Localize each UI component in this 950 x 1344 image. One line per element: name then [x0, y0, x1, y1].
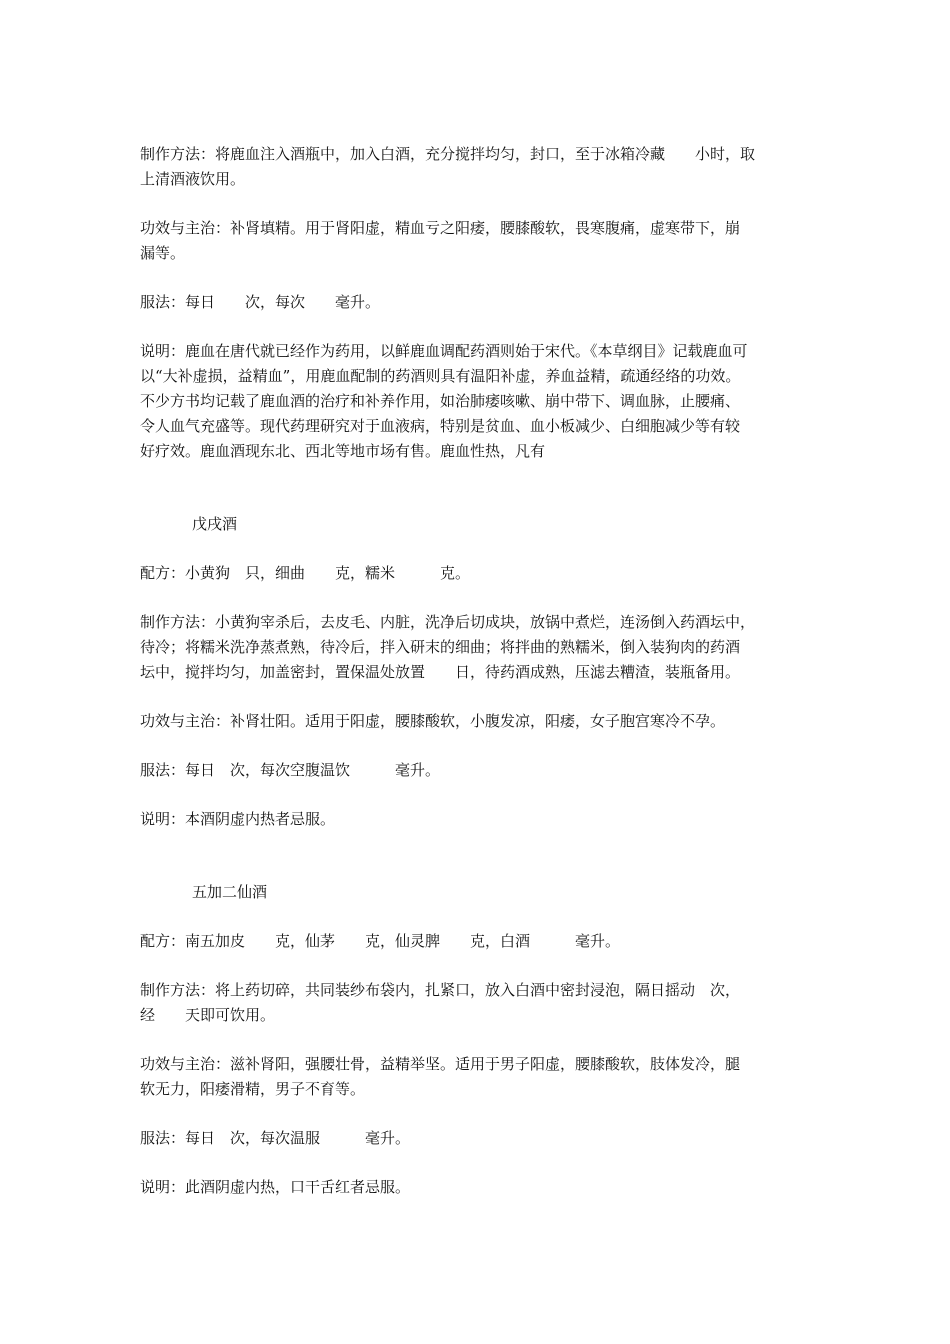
formula-paragraph — [140, 929, 815, 954]
efficacy-paragraph — [140, 1052, 815, 1102]
text-line: 说明：此酒阴虚内热，口干舌红者忌服。 — [140, 1178, 411, 1196]
text-line: 服法：每日 次，每次空腹温饮 毫升。 — [140, 761, 441, 779]
efficacy-paragraph — [140, 709, 815, 734]
notes-paragraph — [140, 339, 815, 464]
text-line: 功效与主治：补肾填精。用于肾阳虚，精血亏之阳痿，腰膝酸软，畏寒腹痛，虚寒带下，崩 — [140, 219, 741, 237]
document-page — [140, 142, 815, 1200]
text-line: 服法：每日 次，每次 毫升。 — [140, 293, 381, 311]
notes-paragraph — [140, 1175, 815, 1200]
dosage-paragraph — [140, 758, 815, 783]
text-line: 说明：鹿血在唐代就已经作为药用，以鲜鹿血调配药酒则始于宋代。《本草纲目》记载鹿血可 — [140, 342, 748, 360]
text-line: 好疗效。鹿血酒现东北、西北等地市场有售。鹿血性热，凡有 — [140, 442, 546, 460]
text-line: 令人血气充盛等。现代药理研究对于血液病，特别是贫血、血小板减少、白细胞减少等有较 — [140, 417, 741, 435]
text-line: 制作方法：将鹿血注入酒瓶中，加入白酒，充分搅拌均匀，封口，至于冰箱冷藏 小时，取 — [140, 145, 756, 163]
notes-paragraph — [140, 807, 815, 832]
recipe-title: 五加二仙酒 — [192, 883, 268, 901]
method-paragraph — [140, 978, 815, 1028]
text-line: 坛中，搅拌均匀，加盖密封，置保温处放置 日，待药酒成熟，压滤去糟渣，装瓶备用。 — [140, 663, 741, 681]
text-line: 配方：小黄狗 只，细曲 克，糯米 克。 — [140, 564, 471, 582]
section-wuxu-wine — [140, 512, 815, 832]
text-line: 说明：本酒阴虚内热者忌服。 — [140, 810, 336, 828]
text-line: 待冷；将糯米洗净蒸煮熟，待冷后，拌入研末的细曲；将拌曲的熟糯米，倒入装狗肉的药酒 — [140, 638, 741, 656]
text-line: 功效与主治：滋补肾阳，强腰壮骨，益精举坚。适用于男子阳虚，腰膝酸软，肢体发冷，腿 — [140, 1055, 741, 1073]
text-line: 不少方书均记载了鹿血酒的治疗和补养作用，如治肺痿咳嗽、崩中带下、调血脉，止腰痛、 — [140, 392, 741, 410]
efficacy-paragraph — [140, 216, 815, 266]
section-deer-blood-wine — [140, 142, 815, 464]
text-line: 服法：每日 次，每次温服 毫升。 — [140, 1129, 411, 1147]
method-paragraph — [140, 610, 815, 685]
text-line: 制作方法：小黄狗宰杀后，去皮毛、内脏，洗净后切成块，放锅中煮烂，连汤倒入药酒坛中， — [140, 613, 756, 631]
section-wujia-erxian-wine — [140, 880, 815, 1200]
text-line: 功效与主治：补肾壮阳。适用于阳虚，腰膝酸软，小腹发凉，阳痿，女子胞宫寒冷不孕。 — [140, 712, 726, 730]
text-line: 制作方法：将上药切碎，共同装纱布袋内，扎紧口，放入白酒中密封浸泡，隔日摇动 次， — [140, 981, 741, 999]
method-paragraph — [140, 142, 815, 192]
text-line: 经 天即可饮用。 — [140, 1006, 276, 1024]
text-line: 配方：南五加皮 克，仙茅 克，仙灵脾 克，白酒 毫升。 — [140, 932, 621, 950]
text-line: 软无力，阳痿滑精，男子不育等。 — [140, 1080, 366, 1098]
formula-paragraph — [140, 561, 815, 586]
dosage-paragraph — [140, 1126, 815, 1151]
text-line: 漏等。 — [140, 244, 186, 262]
dosage-paragraph — [140, 290, 815, 315]
text-line: 以“大补虚损，益精血”，用鹿血配制的药酒则具有温阳补虚，养血益精，疏通经络的功效。 — [140, 367, 741, 385]
recipe-title: 戊戌酒 — [192, 515, 238, 533]
text-line: 上清酒液饮用。 — [140, 170, 246, 188]
